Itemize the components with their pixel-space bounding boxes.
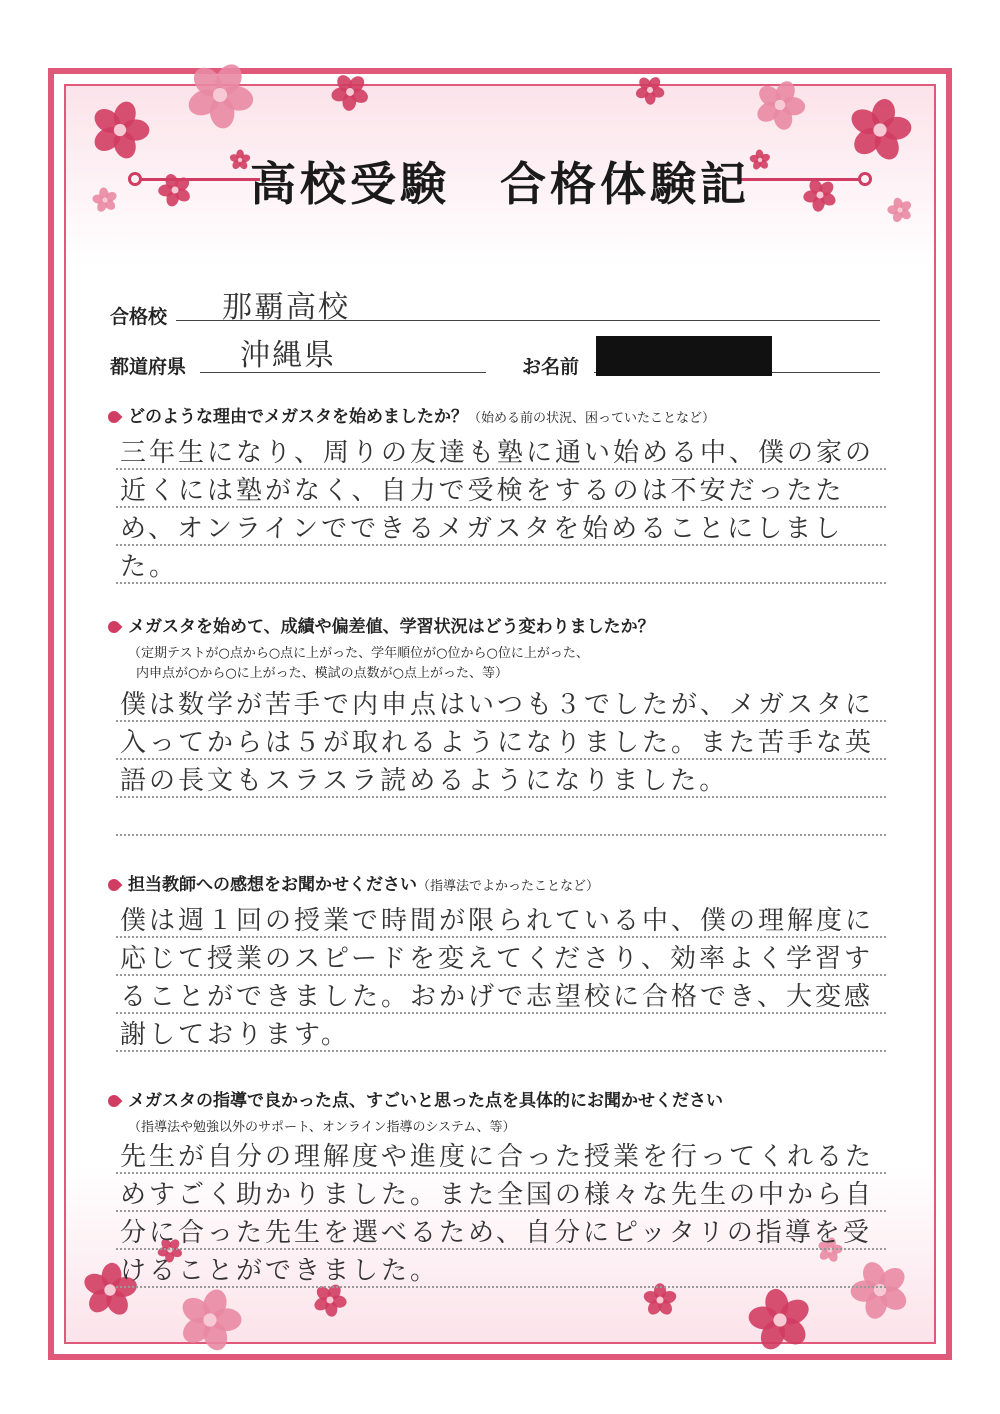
sakura-flower-icon: [184, 60, 255, 130]
sakura-flower-icon: [754, 78, 806, 131]
sakura-flower-icon: [330, 72, 370, 111]
question-2: [108, 612, 655, 637]
prefecture-label: 都道府県: [110, 356, 187, 378]
question-1-note: （始める前の状況、困っていたことなど）: [468, 411, 716, 426]
name-redaction: [596, 336, 772, 376]
question-3: [108, 870, 599, 895]
name-label: お名前: [522, 356, 580, 378]
answer-3-text: 僕は週１回の授業で時間が限られている中、僕の理解度に応じて授業のスピードを変えてくださり、効率よく学習することができました。おかげで志望校に合格でき、大変感謝しております。: [120, 906, 875, 1050]
answer-2-text: 僕は数学が苦手で内申点はいつも３でしたが、メガスタに入ってからは５が取れるようになりました。また苦手な英語の長文もスラスラ読めるようになりました。: [120, 690, 875, 796]
question-4-note-1: （指導法や勉強以外のサポート、オンライン指導のシステム、等）: [128, 1120, 516, 1135]
petal-icon: [106, 877, 123, 894]
prefecture-value: 沖縄県: [240, 338, 336, 373]
question-2-note-2: 内申点が○から○に上がった、模試の点数が○点上がった、等）: [136, 666, 509, 681]
answer-1-text: 三年生になり、周りの友達も塾に通い始める中、僕の家の近くには塾がなく、自力で受検をするのは不安だったため、オンラインでできるメガスタを始めることにしました。: [120, 438, 875, 582]
question-2-title: メガスタを始めて、成績や偏差値、学習状況はどう変わりましたか？: [128, 617, 655, 637]
sakura-flower-icon: [178, 1287, 242, 1354]
question-4-title: メガスタの指導で良かった点、すごいと思った点を具体的にお聞かせください: [128, 1091, 723, 1111]
question-1: [108, 402, 715, 427]
petal-icon: [106, 619, 123, 636]
petal-icon: [106, 409, 123, 426]
question-3-title: 担当教師への感想をお聞かせください: [128, 875, 417, 895]
school-value: 那覇高校: [222, 290, 350, 325]
petal-icon: [106, 1093, 123, 1110]
school-label: 合格校: [110, 306, 168, 328]
answer-4-text: 先生が自分の理解度や進度に合った授業を行ってくれるためすごく助かりました。また全国の様々な先生の中から自分に合った先生を選べるため、自分にピッタリの指導を受けることができました。: [120, 1142, 875, 1286]
page-title: 高校受験 合格体験記: [250, 157, 750, 211]
question-4: [108, 1086, 723, 1111]
sakura-flower-icon: [747, 1287, 813, 1353]
question-2-note-1: （定期テストが○点から○点に上がった、学年順位が○位から○位に上がった、: [128, 646, 589, 661]
question-1-title: どのような理由でメガスタを始めましたか？: [128, 407, 468, 427]
sakura-flower-icon: [634, 75, 665, 105]
question-3-note: （指導法でよかったことなど）: [417, 879, 600, 894]
